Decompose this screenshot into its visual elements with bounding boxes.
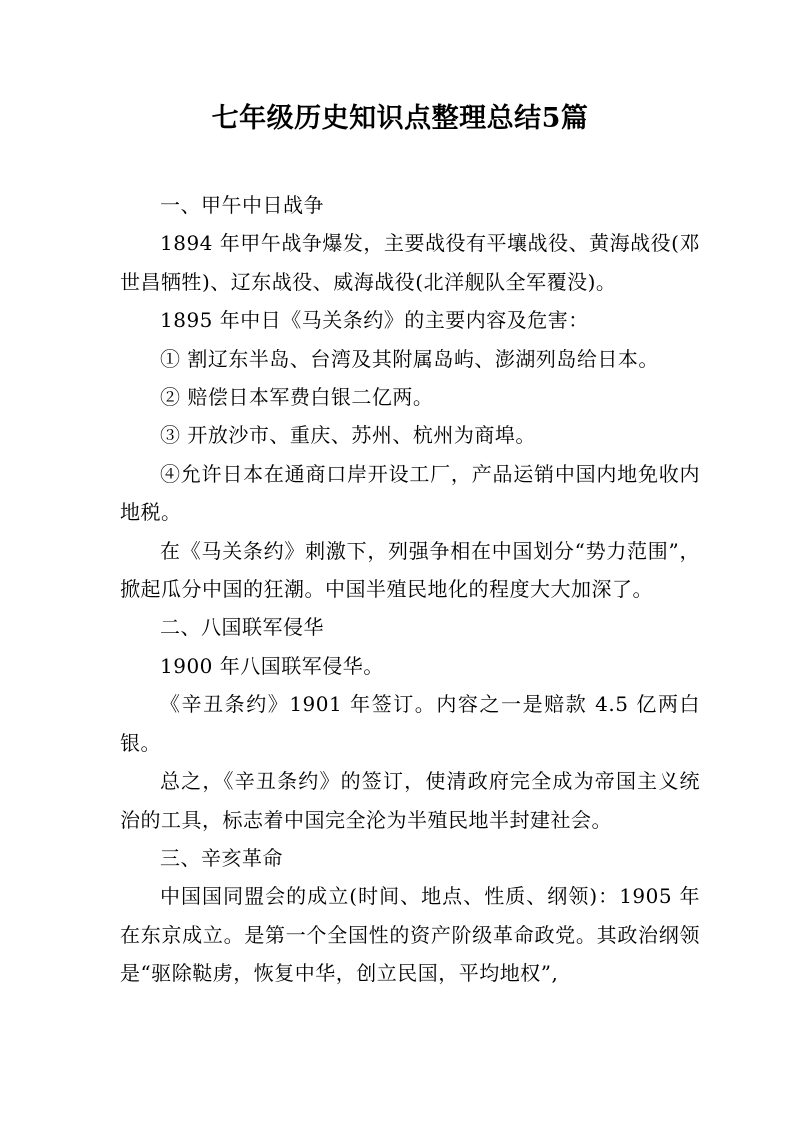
paragraph: 《辛丑条约》1901 年签订。内容之一是赔款 4.5 亿两白银。 — [120, 692, 700, 755]
paragraph: 1900 年八国联军侵华。 — [160, 653, 384, 678]
list-item: ② 赔偿日本军费白银二亿两。 — [160, 385, 434, 410]
paragraph: 中国国同盟会的成立(时间、地点、性质、纲领)：1905 年在东京成立。是第一个全国性的资产阶级革命政党。其政治纲领是“驱除鞑虏，恢复中华，创立民国，平均地权”, — [120, 884, 700, 986]
section-heading-2: 二、八国联军侵华 — [160, 615, 324, 640]
section-heading-1: 一、甲午中日战争 — [160, 193, 324, 217]
paragraph: 总之，《辛丑条约》的签订，使清政府完全成为帝国主义统治的工具，标志着中国完全沦为半殖民地半封建社会。 — [120, 769, 700, 832]
list-item: ① 割辽东半岛、台湾及其附属岛屿、澎湖列岛给日本。 — [160, 346, 659, 371]
document-title: 七年级历史知识点整理总结5篇 — [211, 103, 589, 134]
paragraph: 在《马关条约》刺激下，列强争相在中国划分“势力范围”，掀起瓜分中国的狂潮。中国半殖民地化的程度大大加深了。 — [120, 538, 700, 602]
paragraph: 1894 年甲午战争爆发，主要战役有平壤战役、黄海战役(邓世昌牺牲)、辽东战役、威海战役(北洋舰队全军覆没)。 — [120, 231, 700, 294]
list-item: ③ 开放沙市、重庆、苏州、杭州为商埠。 — [160, 423, 536, 448]
section-heading-3: 三、辛亥革命 — [160, 845, 283, 870]
list-item: ④允许日本在通商口岸开设工厂，产品运销中国内地免收内地税。 — [120, 461, 700, 525]
document-body — [120, 186, 700, 993]
paragraph: 1895 年中日《马关条约》的主要内容及危害： — [160, 308, 589, 333]
